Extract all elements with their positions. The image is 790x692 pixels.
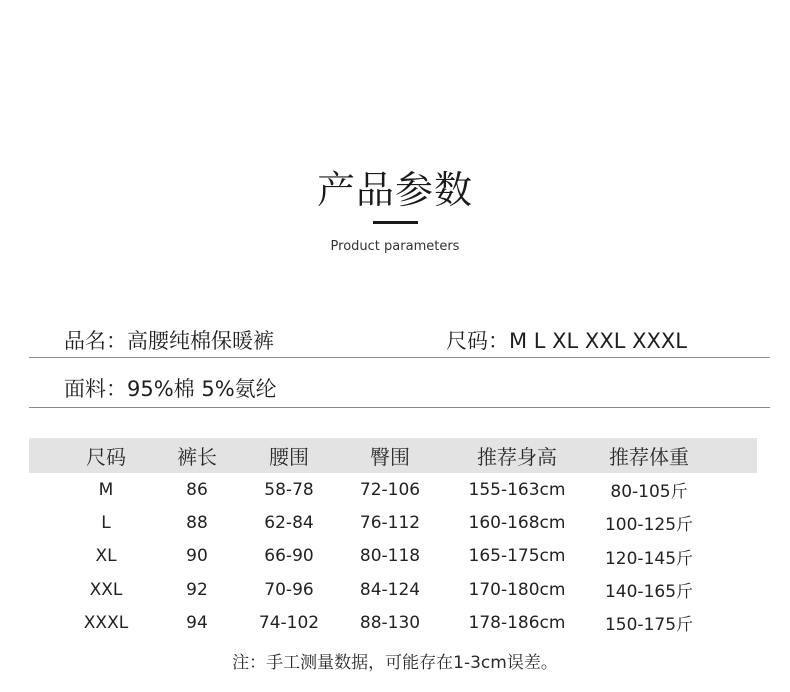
fabric-info: 面料：95%棉 5%氨纶 xyxy=(64,377,277,401)
header-cell-height: 推荐身高 xyxy=(477,445,557,469)
table-cell: 72-106 xyxy=(359,479,421,500)
table-cell: 150-175斤 xyxy=(604,615,694,636)
table-cell: XXL xyxy=(89,579,123,600)
table-cell: 62-84 xyxy=(264,512,314,533)
table-cell: 80-105斤 xyxy=(610,482,688,503)
table-cell: 74-102 xyxy=(258,612,320,633)
table-cell: 88 xyxy=(186,512,208,533)
table-header-row xyxy=(29,438,757,473)
table-cell: 90 xyxy=(186,546,208,567)
table-cell: 178-186cm xyxy=(468,612,566,633)
table-cell: M xyxy=(98,479,114,500)
header-cell-hip: 臀围 xyxy=(370,445,410,469)
table-cell: 170-180cm xyxy=(468,579,566,600)
table-cell: 160-168cm xyxy=(468,512,566,533)
divider xyxy=(29,357,770,358)
table-row xyxy=(29,573,757,606)
table-cell: XXXL xyxy=(83,612,129,633)
table-row xyxy=(29,606,757,639)
header-cell-length: 裤长 xyxy=(177,445,217,469)
table-cell: 120-145斤 xyxy=(604,548,694,569)
header-cell-waist: 腰围 xyxy=(269,445,309,469)
table-cell: 76-112 xyxy=(359,512,421,533)
product-name: 品名：高腰纯棉保暖裤 xyxy=(64,329,274,353)
table-cell: L xyxy=(101,512,111,533)
table-cell: 80-118 xyxy=(359,546,421,567)
header-cell-size: 尺码 xyxy=(86,445,126,469)
table-cell: 86 xyxy=(186,479,208,500)
table-row xyxy=(29,540,757,573)
title-underline xyxy=(373,221,418,224)
table-cell: 58-78 xyxy=(264,479,314,500)
table-cell: 165-175cm xyxy=(468,546,566,567)
size-list: 尺码：M L XL XXL XXXL xyxy=(446,329,687,353)
table-cell: 94 xyxy=(186,612,208,633)
page-subtitle: Product parameters xyxy=(330,239,460,254)
page-title: 产品参数 xyxy=(316,168,473,212)
table-row xyxy=(29,473,757,506)
table-cell: 100-125斤 xyxy=(604,515,694,536)
table-cell: 140-165斤 xyxy=(604,582,694,603)
table-cell: 88-130 xyxy=(359,612,421,633)
table-cell: 66-90 xyxy=(264,546,314,567)
measurement-note: 注：手工测量数据，可能存在1-3cm误差。 xyxy=(232,653,558,673)
table-cell: XL xyxy=(95,546,117,567)
table-cell: 84-124 xyxy=(359,579,421,600)
divider xyxy=(29,407,770,408)
header-cell-weight: 推荐体重 xyxy=(609,445,689,469)
table-cell: 92 xyxy=(186,579,208,600)
size-table xyxy=(29,438,757,639)
table-cell: 70-96 xyxy=(264,579,314,600)
table-row xyxy=(29,506,757,539)
table-cell: 155-163cm xyxy=(468,479,566,500)
